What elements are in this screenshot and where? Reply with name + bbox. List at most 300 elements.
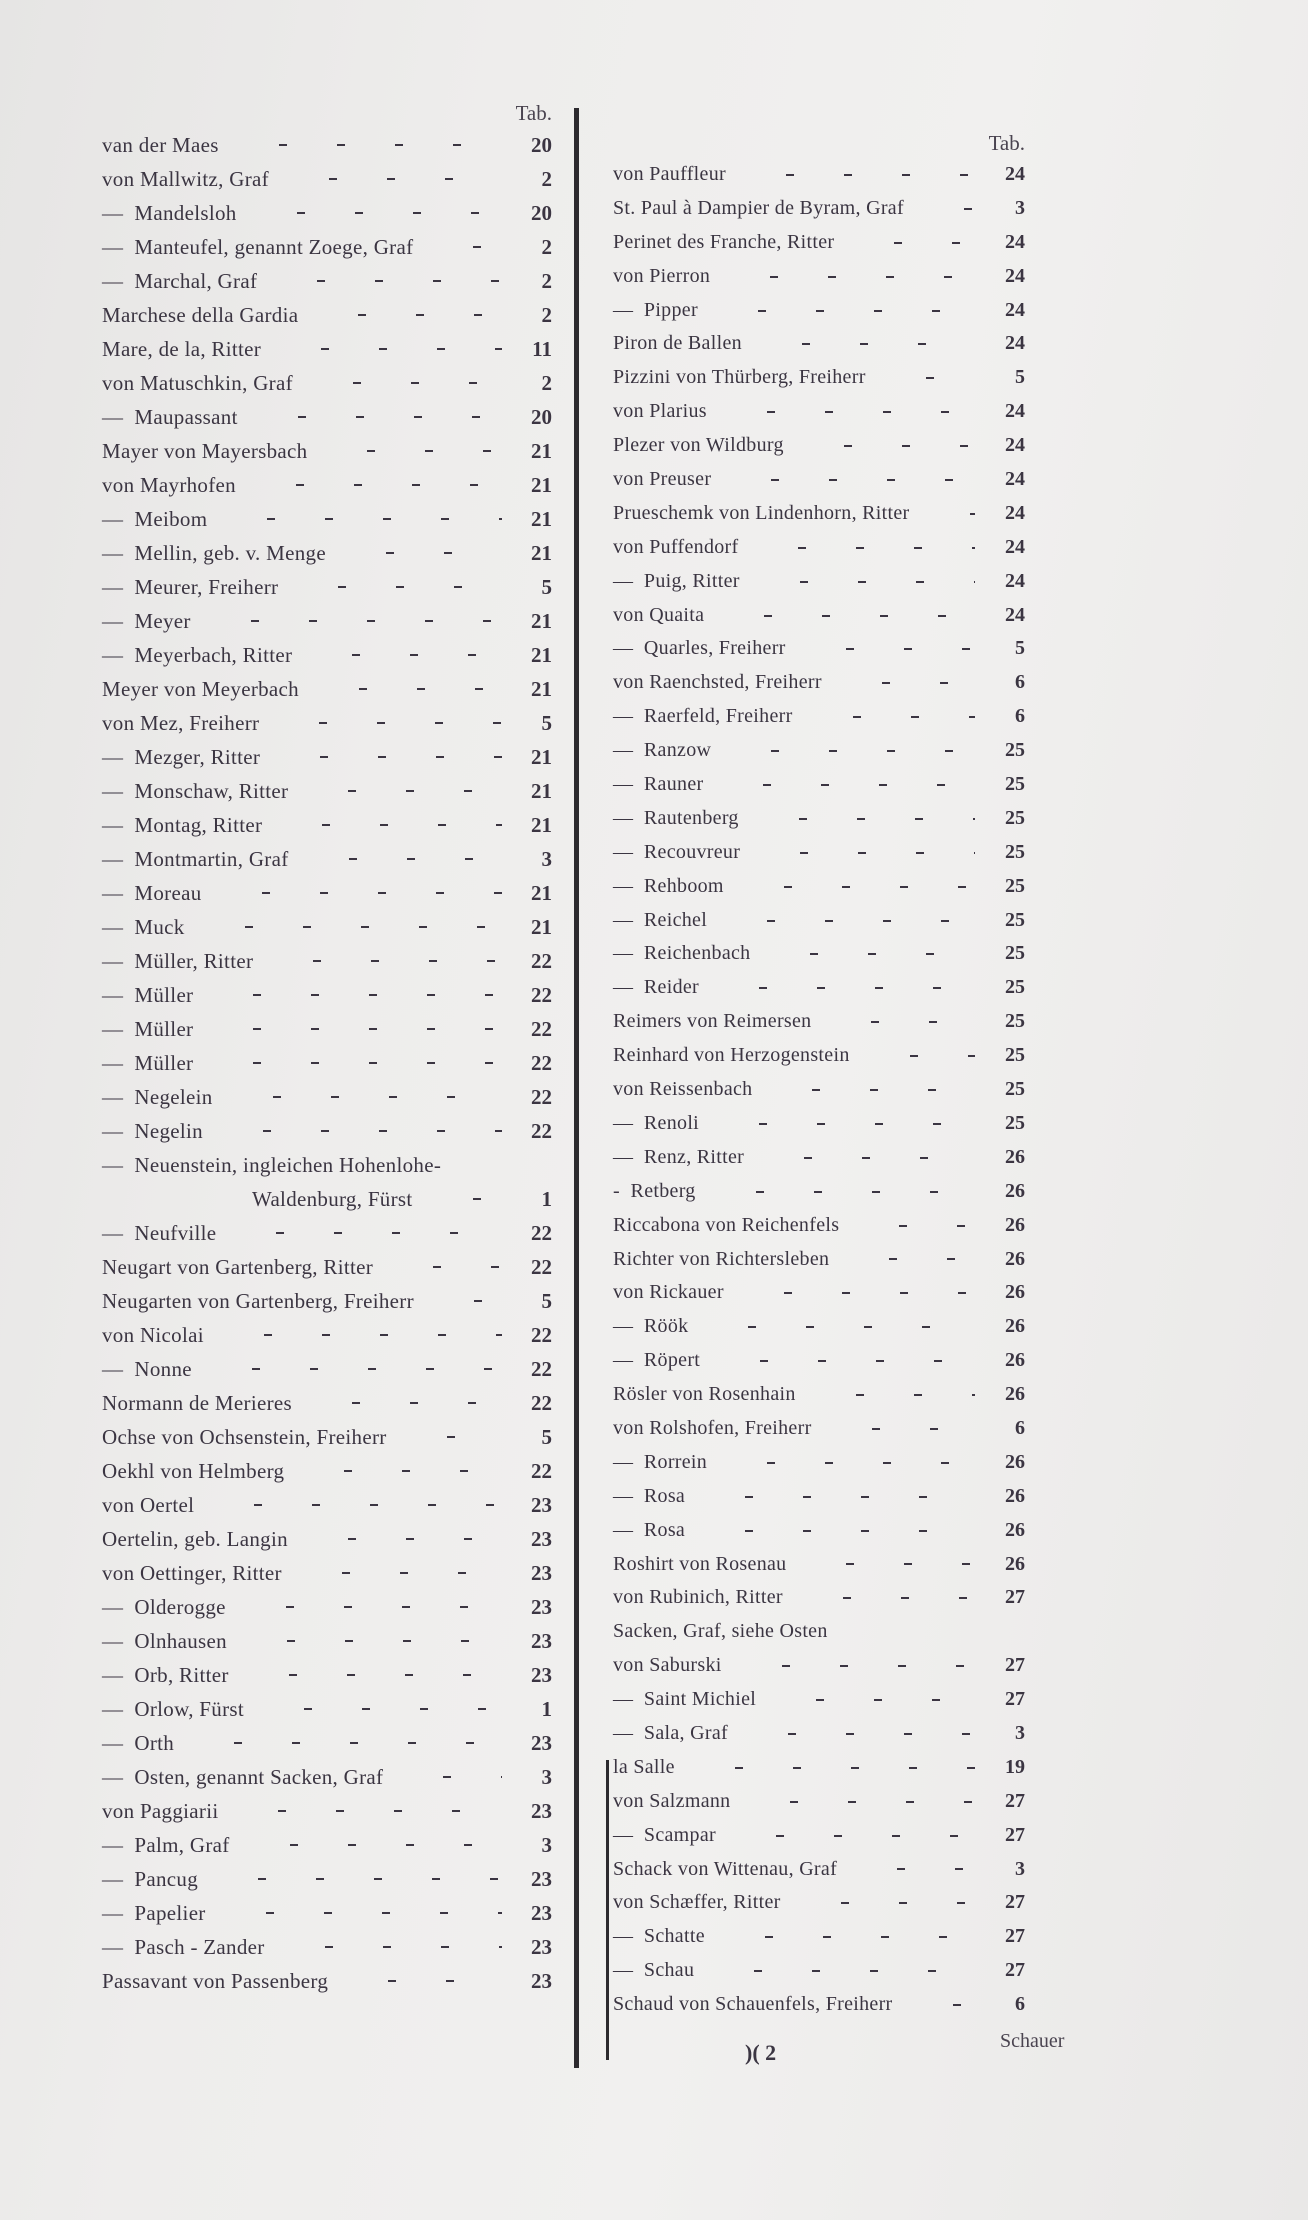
leader-dashes (748, 547, 975, 549)
index-entry (613, 1073, 1025, 1107)
table-number: 23 (531, 1935, 552, 1959)
leader-dashes (246, 484, 502, 486)
table-number: 1 (541, 1697, 552, 1721)
leader-dashes (717, 920, 975, 922)
entry-name: — Moreau (102, 881, 202, 905)
leader-dashes (796, 648, 975, 650)
entry-name: — Mezger, Ritter (102, 745, 261, 769)
entry-name: von Rubinich, Ritter (613, 1586, 783, 1609)
index-entry (102, 1930, 552, 1964)
entry-name: — Montmartin, Graf (102, 847, 289, 871)
leader-dashes (822, 1428, 975, 1430)
leader-dashes (715, 1936, 975, 1938)
leader-dashes (914, 208, 975, 210)
entry-name: — Pipper (613, 298, 698, 321)
entry-name: — Quarles, Freiherr (613, 637, 786, 660)
leader-dashes (226, 1232, 502, 1234)
entry-name: — Neuenstein, ingleichen Hohenlohe- (102, 1153, 442, 1177)
leader-dashes (714, 615, 975, 617)
entry-name: — Scampar (613, 1823, 716, 1846)
left-entry-list (102, 128, 552, 1998)
entry-name: — Maupassant (102, 405, 238, 429)
index-entry (102, 366, 552, 400)
leader-dashes (239, 1674, 502, 1676)
entry-name: von Mez, Freiherr (102, 711, 260, 735)
table-number: 22 (531, 983, 552, 1007)
index-entry (102, 604, 552, 638)
leader-dashes (860, 1055, 975, 1057)
index-entry (613, 734, 1025, 768)
entry-name: — Orb, Ritter (102, 1663, 229, 1687)
table-number: 21 (531, 677, 552, 701)
entry-name: - Retberg (613, 1179, 696, 1202)
table-number: 6 (1015, 671, 1025, 694)
table-number: 27 (1005, 1925, 1025, 1948)
index-entry (102, 1216, 552, 1250)
table-number: 5 (541, 1425, 552, 1449)
table-number: 22 (531, 949, 552, 973)
table-number: 24 (1005, 264, 1025, 287)
leader-dashes (698, 1326, 975, 1328)
table-number: 3 (541, 847, 552, 871)
entry-name: Plezer von Wildburg (613, 434, 784, 457)
index-entry (102, 842, 552, 876)
leader-dashes (796, 1563, 975, 1565)
index-entry (613, 937, 1025, 971)
table-number: 26 (1005, 1315, 1025, 1338)
leader-dashes (271, 348, 502, 350)
leader-dashes (721, 750, 975, 752)
table-number: 3 (541, 1765, 552, 1789)
table-number: 24 (1005, 400, 1025, 423)
leader-dashes (423, 246, 502, 248)
entry-name: — Pasch - Zander (102, 1935, 265, 1959)
table-number: 23 (531, 1663, 552, 1687)
leader-dashes (288, 586, 502, 588)
table-number: 23 (531, 1561, 552, 1585)
index-entry (102, 1420, 552, 1454)
index-entry (102, 332, 552, 366)
leader-dashes (794, 445, 975, 447)
table-number: 3 (1015, 196, 1025, 219)
entry-name: — Osten, genannt Sacken, Graf (102, 1765, 384, 1789)
index-entry (613, 1039, 1025, 1073)
leader-dashes (839, 1258, 975, 1260)
leader-dashes (740, 1801, 975, 1803)
entry-name: Schack von Wittenau, Graf (613, 1857, 838, 1880)
entry-name: Perinet des Franche, Ritter (613, 230, 835, 253)
entry-name: — Orlow, Fürst (102, 1697, 244, 1721)
table-number: 27 (1005, 1959, 1025, 1982)
table-number: 5 (541, 575, 552, 599)
entry-name: St. Paul à Dampier de Byram, Graf (613, 196, 904, 219)
entry-name: Normann de Merieres (102, 1391, 292, 1415)
index-entry (613, 1920, 1025, 1954)
entry-name: — Rorrein (613, 1450, 708, 1473)
right-entry-list (613, 158, 1025, 2022)
leader-dashes (298, 790, 502, 792)
table-number: 21 (531, 915, 552, 939)
index-entry (613, 1446, 1025, 1480)
table-number: 27 (1005, 1654, 1025, 1677)
table-number: 3 (1015, 1721, 1025, 1744)
entry-name: van der Maes (102, 133, 219, 157)
entry-name: — Reichenbach (613, 942, 751, 965)
entry-name: — Reichel (613, 908, 708, 931)
entry-name: — Müller (102, 983, 194, 1007)
index-entry (613, 1988, 1025, 2022)
leader-dashes (709, 987, 975, 989)
index-entry (102, 1794, 552, 1828)
leader-dashes (263, 960, 502, 962)
table-number: 26 (1005, 1145, 1025, 1168)
leader-dashes (754, 1157, 975, 1159)
table-number: 23 (531, 1629, 552, 1653)
index-entry (613, 497, 1025, 531)
index-entry (102, 944, 552, 978)
table-number: 22 (531, 1255, 552, 1279)
table-number: 21 (531, 507, 552, 531)
index-entry (613, 531, 1025, 565)
table-number: 23 (531, 1901, 552, 1925)
leader-dashes (713, 784, 975, 786)
table-number: 21 (531, 473, 552, 497)
leader-dashes (213, 1130, 502, 1132)
leader-dashes (223, 1096, 502, 1098)
index-entry (613, 463, 1025, 497)
table-number: 25 (1005, 1111, 1025, 1134)
entry-name: Mayer von Mayersbach (102, 439, 308, 463)
leader-dashes (760, 953, 975, 955)
leader-dashes (849, 1225, 975, 1227)
entry-name: Riccabona von Reichenfels (613, 1213, 840, 1236)
leader-dashes (338, 1980, 502, 1982)
index-entry (102, 1318, 552, 1352)
table-number: 25 (1005, 942, 1025, 965)
entry-name: — Puig, Ritter (613, 569, 740, 592)
table-number: 21 (531, 541, 552, 565)
leader-dashes (229, 144, 502, 146)
table-number: 6 (1015, 705, 1025, 728)
table-number: 27 (1005, 1891, 1025, 1914)
column-rule (574, 108, 579, 2068)
index-entry (613, 327, 1025, 361)
index-entry (613, 1480, 1025, 1514)
entry-name: von Paggiarii (102, 1799, 219, 1823)
leader-dashes (393, 1776, 502, 1778)
table-number: 6 (1015, 1416, 1025, 1439)
table-number: 22 (531, 1357, 552, 1381)
entry-name: — Müller (102, 1017, 194, 1041)
entry-name: von Schæffer, Ritter (613, 1891, 781, 1914)
leader-dashes (806, 1394, 975, 1396)
table-number: 24 (1005, 332, 1025, 355)
table-number: 27 (1005, 1789, 1025, 1812)
table-number: 22 (531, 1221, 552, 1245)
entry-name: — Marchal, Graf (102, 269, 258, 293)
index-entry (613, 226, 1025, 260)
entry-name: Neugarten von Gartenberg, Freiherr (102, 1289, 414, 1313)
leader-dashes (793, 1597, 975, 1599)
index-entry (102, 1624, 552, 1658)
entry-name: — Rautenberg (613, 806, 739, 829)
leader-dashes (710, 1360, 975, 1362)
entry-name: — Muck (102, 915, 185, 939)
entry-name: Rösler von Rosenhain (613, 1383, 796, 1406)
entry-name: — Nonne (102, 1357, 192, 1381)
leader-dashes (847, 1868, 975, 1870)
leader-dashes (704, 1970, 975, 1972)
leader-dashes (308, 314, 502, 316)
index-entry (613, 666, 1025, 700)
table-number: 27 (1005, 1688, 1025, 1711)
leader-dashes (208, 1878, 502, 1880)
index-entry (102, 978, 552, 1012)
entry-name: von Pierron (613, 264, 711, 287)
entry-name: — Mandelsloh (102, 201, 237, 225)
entry-name: Neugart von Gartenberg, Ritter (102, 1255, 374, 1279)
index-entry (102, 1250, 552, 1284)
leader-dashes (791, 1902, 975, 1904)
table-number: 26 (1005, 1484, 1025, 1507)
index-entry (613, 1310, 1025, 1344)
entry-name: von Pauffleur (613, 163, 726, 185)
entry-name: Mare, de la, Ritter (102, 337, 262, 361)
index-entry (613, 1005, 1025, 1039)
entry-name: — Montag, Ritter (102, 813, 263, 837)
leader-dashes (726, 1835, 975, 1837)
leader-dashes (920, 513, 975, 515)
entry-name: Richter von Richtersleben (613, 1247, 830, 1270)
table-number: 2 (541, 303, 552, 327)
leader-dashes (237, 1640, 502, 1642)
table-number: 25 (1005, 806, 1025, 829)
index-entry (102, 1726, 552, 1760)
index-entry (102, 1046, 552, 1080)
catchword: Schauer (1000, 2030, 1065, 2052)
index-entry (102, 468, 552, 502)
table-number: 24 (1005, 569, 1025, 592)
index-entry (102, 1488, 552, 1522)
index-entry (613, 565, 1025, 599)
entry-name: von Oettinger, Ritter (102, 1561, 282, 1585)
table-number: 20 (531, 405, 552, 429)
index-entry (102, 570, 552, 604)
table-number: 25 (1005, 1044, 1025, 1067)
table-number: 3 (1015, 1857, 1025, 1880)
leader-dashes (685, 1767, 975, 1769)
index-entry (102, 740, 552, 774)
leader-dashes (738, 1733, 975, 1735)
index-entry (613, 836, 1025, 870)
index-entry (613, 1141, 1025, 1175)
table-number: 11 (532, 337, 552, 361)
entry-name: Pizzini von Thürberg, Freiherr (613, 366, 866, 389)
index-entry (613, 1785, 1025, 1819)
table-number: 23 (531, 1799, 552, 1823)
index-entry (613, 802, 1025, 836)
leader-dashes (736, 174, 975, 176)
entry-name: — Rehboom (613, 874, 724, 897)
index-entry (613, 1378, 1025, 1412)
leader-dashes (299, 858, 503, 860)
table-number: 25 (1005, 908, 1025, 931)
tab-header: Tab. (988, 131, 1025, 155)
table-number: 21 (531, 779, 552, 803)
index-entry (102, 536, 552, 570)
entry-name: — Raerfeld, Freiherr (613, 705, 793, 728)
table-number: 24 (1005, 603, 1025, 626)
leader-dashes (423, 1198, 502, 1200)
table-number: 2 (541, 167, 552, 191)
entry-name: — Renz, Ritter (613, 1145, 745, 1168)
leader-dashes (749, 818, 975, 820)
index-entry (102, 400, 552, 434)
leader-dashes (732, 1665, 975, 1667)
entry-name: — Meurer, Freiherr (102, 575, 279, 599)
table-number: 26 (1005, 1450, 1025, 1473)
index-entry (102, 1284, 552, 1318)
index-entry (613, 1209, 1025, 1243)
table-number: 25 (1005, 1010, 1025, 1033)
table-number: 26 (1005, 1247, 1025, 1270)
table-number: 24 (1005, 468, 1025, 491)
entry-name: von Reissenbach (613, 1078, 753, 1101)
leader-dashes (254, 1708, 502, 1710)
index-entry (102, 1760, 552, 1794)
table-number: 25 (1005, 840, 1025, 863)
table-number: 24 (1005, 298, 1025, 321)
leader-dashes (734, 1292, 975, 1294)
index-entry (102, 1964, 552, 1998)
index-entry (613, 192, 1025, 226)
entry-name: — Saint Michiel (613, 1688, 757, 1711)
entry-name: — Schatte (613, 1925, 705, 1948)
entry-name: Piron de Ballen (613, 332, 742, 355)
table-number: 20 (531, 133, 552, 157)
index-entry (613, 1615, 1025, 1649)
index-entry (102, 774, 552, 808)
index-entry (613, 1243, 1025, 1277)
index-entry (613, 1107, 1025, 1141)
entry-name: von Saburski (613, 1654, 722, 1677)
entry-name: Schaud von Schauenfels, Freiherr (613, 1993, 893, 2016)
table-number: 23 (531, 1527, 552, 1551)
index-entry (102, 1386, 552, 1420)
entry-name: Reimers von Reimersen (613, 1010, 812, 1033)
index-entry (613, 361, 1025, 395)
entry-name: Ochse von Ochsenstein, Freiherr (102, 1425, 387, 1449)
index-entry (102, 434, 552, 468)
leader-dashes (270, 756, 502, 758)
index-entry (102, 264, 552, 298)
leader-dashes (217, 518, 502, 520)
entry-name: — Manteufel, genannt Zoege, Graf (102, 235, 414, 259)
leader-dashes (247, 212, 502, 214)
index-entry (613, 1581, 1025, 1615)
index-entry (613, 632, 1025, 666)
entry-name: von Mallwitz, Graf (102, 167, 269, 191)
table-number: 22 (531, 1323, 552, 1347)
leader-dashes (203, 994, 502, 996)
leader-dashes (832, 682, 975, 684)
entry-name: Prueschemk von Lindenhorn, Ritter (613, 501, 910, 524)
index-entry (102, 298, 552, 332)
index-entry (613, 1649, 1025, 1683)
table-number: 24 (1005, 230, 1025, 253)
index-entry (102, 162, 552, 196)
entry-name: — Negelein (102, 1085, 213, 1109)
leader-dashes (292, 1572, 502, 1574)
index-entry (102, 706, 552, 740)
leader-dashes (717, 1462, 975, 1464)
table-number: 26 (1005, 1179, 1025, 1202)
index-entry (102, 1590, 552, 1624)
index-entry (613, 429, 1025, 463)
index-entry (102, 1352, 552, 1386)
index-entry (613, 971, 1025, 1005)
index-entry (102, 876, 552, 910)
leader-dashes (903, 2004, 975, 2006)
entry-name: — Recouvreur (613, 840, 741, 863)
leader-dashes (216, 1912, 502, 1914)
leader-dashes (317, 450, 502, 452)
entry-name: — Palm, Graf (102, 1833, 230, 1857)
table-number: 22 (531, 1051, 552, 1075)
table-number: 2 (541, 235, 552, 259)
index-entry (102, 1148, 552, 1182)
table-number: 24 (1005, 501, 1025, 524)
leader-dashes (397, 1436, 502, 1438)
leader-dashes (695, 1496, 975, 1498)
leader-dashes (279, 178, 502, 180)
table-number: 23 (531, 1969, 552, 1993)
table-number: 24 (1005, 163, 1025, 185)
index-entry (613, 395, 1025, 429)
entry-name: — Rosa (613, 1518, 686, 1541)
index-entry (613, 1853, 1025, 1887)
leader-dashes (302, 654, 502, 656)
table-number: 20 (531, 201, 552, 225)
entry-name: — Müller (102, 1051, 194, 1075)
leader-dashes (309, 688, 502, 690)
table-number: 27 (1005, 1586, 1025, 1609)
leader-dashes (184, 1742, 502, 1744)
leader-dashes (709, 1123, 975, 1125)
table-number: 27 (1005, 1823, 1025, 1846)
entry-name: — Müller, Ritter (102, 949, 254, 973)
index-entry (102, 672, 552, 706)
entry-name: — Renoli (613, 1111, 700, 1134)
index-entry (102, 1828, 552, 1862)
index-entry (102, 1658, 552, 1692)
entry-name: Passavant von Passenberg (102, 1969, 329, 1993)
entry-name: — Negelin (102, 1119, 203, 1143)
leader-dashes (303, 382, 502, 384)
leader-dashes (195, 926, 502, 928)
index-entry (613, 904, 1025, 938)
leader-dashes (695, 1530, 975, 1532)
table-number: 5 (541, 711, 552, 735)
entry-name: — Schau (613, 1959, 695, 1982)
leader-dashes (212, 892, 502, 894)
entry-name: — Rosa (613, 1484, 686, 1507)
leader-dashes (228, 1810, 502, 1812)
entry-name: von Rickauer (613, 1281, 724, 1304)
index-entry (613, 1344, 1025, 1378)
index-entry (613, 1276, 1025, 1310)
table-number: 21 (531, 745, 552, 769)
